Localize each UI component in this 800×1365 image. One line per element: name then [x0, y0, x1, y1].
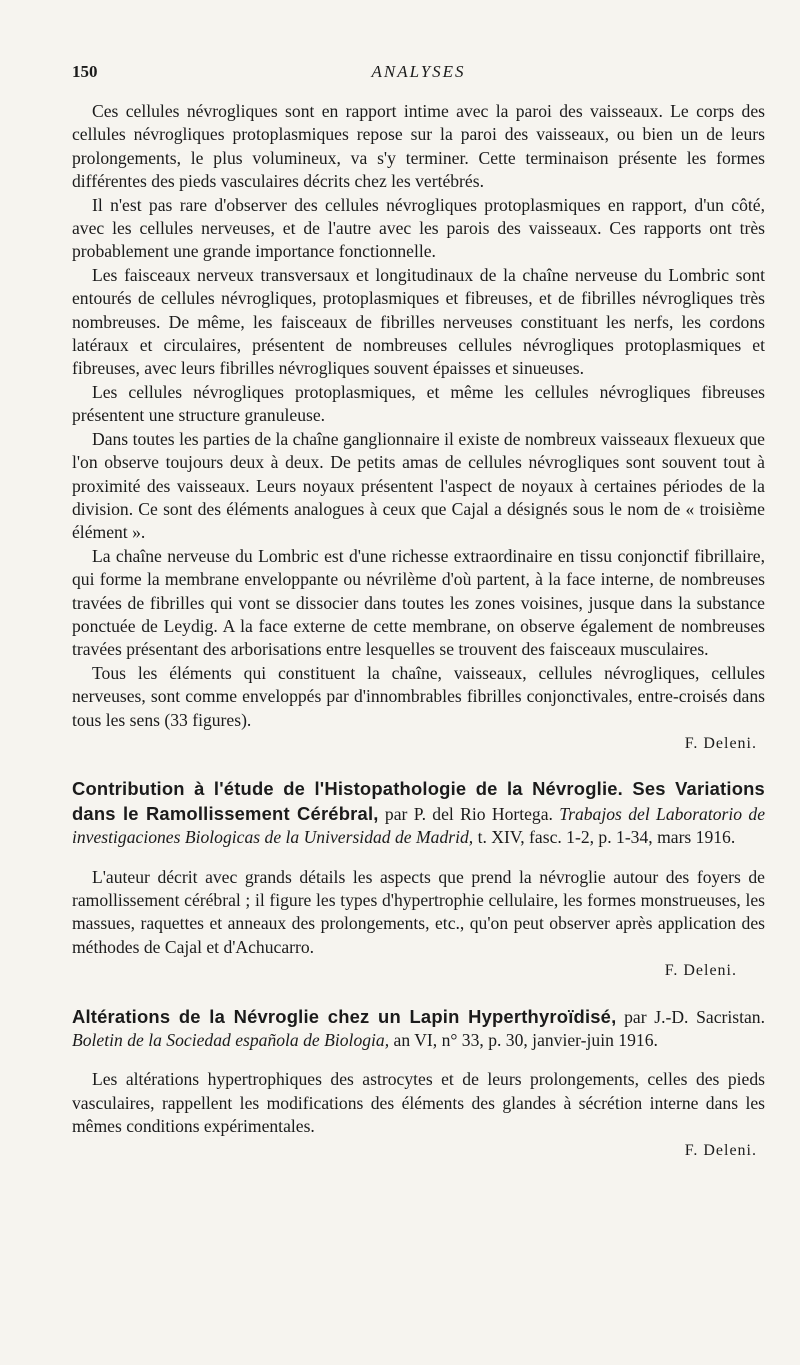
journal: Boletin de la Sociedad española de Biologia,	[72, 1030, 390, 1051]
page-header	[72, 62, 765, 88]
journal: Trabajos del Laboratorio de investigaciones Biologicas de la Universidad de Madrid,	[72, 803, 766, 848]
paragraph: Il n'est pas rare d'observer des cellules névrogliques protoplasmiques en rapport, d'un côté, avec les cellules nerveuses, et de l'autre avec les parois des vaisseaux. Ces rapports ont très probablement une grande importance fonctionnelle.	[72, 194, 765, 262]
signature: F. Deleni.	[684, 734, 757, 752]
review-3	[72, 1005, 765, 1162]
review-1	[72, 100, 765, 755]
signature: F. Deleni.	[664, 962, 737, 980]
by-word: par	[624, 1006, 647, 1027]
article-title: Contribution à l'étude de l'Histopathologie de la Névroglie. Ses Variations dans le Ramollissement Cérébral,	[72, 778, 765, 824]
page-number: 150	[72, 62, 98, 81]
paragraph: Ces cellules névrogliques sont en rapport intime avec la paroi des vaisseaux. Le corps des cellules névrogliques protoplasmiques repose sur la paroi des vaisseaux, ou bien un de leurs prolongements, le plus volumineux, va s'y terminer. Cette terminaison présente les formes différentes des pieds vasculaires décrits chez les vertébrés.	[72, 101, 765, 192]
by-word: par	[384, 803, 408, 824]
abstract: Les altérations hypertrophiques des astrocytes et de leurs prolongements, celles des pieds vasculaires, rappellent les modifications des éléments des glandes à sécrétion interne dans les mêmes conditions expérimentales.	[72, 1069, 765, 1137]
abstract: L'auteur décrit avec grands détails les aspects que prend la névroglie autour des foyers de ramollissement cérébral ; il figure les types d'hypertrophie cellulaire, les formes monstrueuses, les massues, raquettes et anneaux des prolongements, etc., qu'on peut observer après application des méthodes de Cajal et d'Achucarro.	[72, 866, 765, 957]
review-2	[72, 777, 765, 982]
article-title: Altérations de la Névroglie chez un Lapin Hyperthyroïdisé,	[72, 1005, 617, 1027]
running-title: ANALYSES	[371, 62, 466, 81]
author: J.-D. Sacristan.	[654, 1006, 765, 1027]
paragraph: La chaîne nerveuse du Lombric est d'une richesse extraordinaire en tissu conjonctif fibrillaire, qui forme la membrane enveloppante ou névrilème d'où partent, à la face interne, de nombreuses travées de fibrilles qui vont se dissocier dans toutes les zones voisines, jusque dans la substance ponctuée de Leydig. A la face externe de cette membrane, on observe également de nombreuses travées présentant des arborisations entre lesquelles se trouvent des faisceaux musculaires.	[72, 545, 765, 660]
paragraph: Les cellules névrogliques protoplasmiques, et même les cellules névrogliques fibreuses présentent une structure granuleuse.	[72, 381, 765, 426]
author: P. del Rio Hortega.	[413, 803, 553, 824]
paragraph: Les faisceaux nerveux transversaux et longitudinaux de la chaîne nerveuse du Lombric sont entourés de cellules névrogliques, protoplasmiques et fibreuses, et de fibrilles névrogliques très nombreuses. De même, les faisceaux de fibrilles nerveuses constituant les nerfs, les cordons latéraux et circulaires, présentent de nombreuses cellules névrogliques protoplasmiques et fibreuses, avec leurs fibrilles névrogliques souvent épaisses et sinueuses.	[72, 264, 765, 379]
reference: an VI, n° 33, p. 30, janvier-juin 1916.	[393, 1030, 658, 1051]
signature: F. Deleni.	[684, 1141, 757, 1159]
paragraph: Dans toutes les parties de la chaîne ganglionnaire il existe de nombreux vaisseaux flexueux que l'on observe toujours deux à deux. De petits amas de cellules névrogliques sont souvent tout à proximité des vaisseaux. Leurs noyaux présentent l'aspect de noyaux à certaines périodes de la division. Ce sont des éléments analogues à ceux que Cajal a désignés sous le nom de « troisième élément ».	[72, 428, 765, 543]
citation	[72, 777, 765, 849]
page	[72, 62, 765, 1162]
reference: t. XIV, fasc. 1-2, p. 1-34, mars 1916.	[477, 827, 736, 848]
paragraph: Tous les éléments qui constituent la chaîne, vaisseaux, cellules névrogliques, cellules nerveuses, sont comme enveloppés par d'innombrables fibrilles conjonctivales, entre-croisés dans tous les sens (33 figures).	[72, 662, 765, 730]
citation	[72, 1005, 765, 1053]
